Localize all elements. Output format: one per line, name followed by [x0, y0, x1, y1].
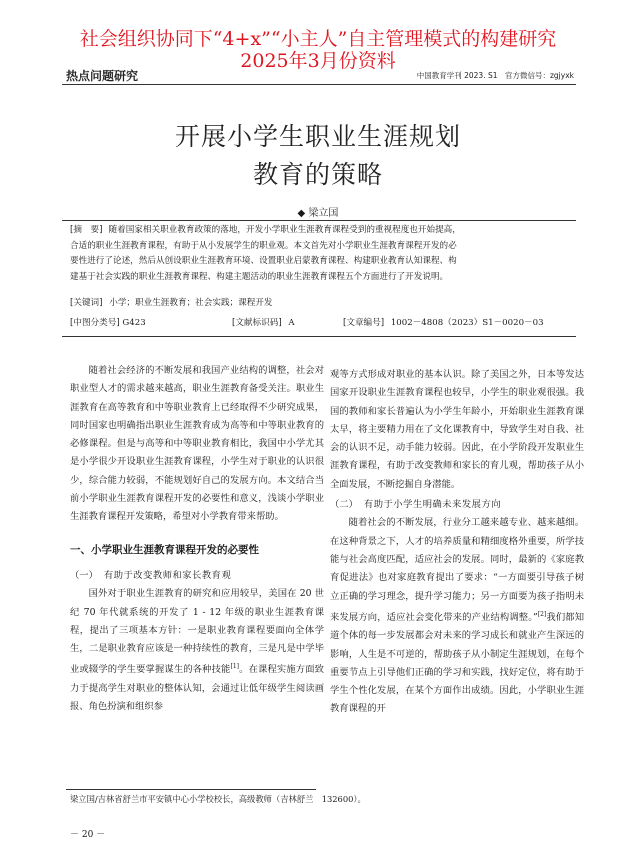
article-number: [343, 316, 544, 328]
keywords: [70, 296, 273, 308]
subsection-title: 有助于小学生明确未来发展方向: [363, 499, 502, 511]
paragraph: [330, 514, 584, 718]
subsection-number: （一）: [70, 569, 98, 581]
paragraph: [70, 585, 324, 716]
article-title-line-1: 开展小学生职业生涯规划: [174, 122, 461, 151]
subsection-heading: [330, 496, 584, 514]
abstract-top-rule: [62, 220, 576, 221]
clc-value: G423: [122, 318, 146, 328]
paragraph: 随着社会经济的不断发展和我国产业结构的调整，社会对职业型人才的需求越来越高，职业生涯教育备受关注。职业生涯教育在高等教育和中等职业教育上已经取得不少研究成果，同时国家也明确指出职业生涯教育成为高等和中等职业教育的必修课程。但是与高等和中等职业教育相比，我国中小学尤其是小学很少开设职业生涯教育课程，小学生对于职业的认识很少，综合能力较弱，不能规划好自己的发展方向。本文结合当前小学职业生涯教育课程开发的必要性和意义，浅谈小学职业生涯教育课程开发策略，希望对小学教育带来帮助。: [70, 365, 324, 523]
abstract-bottom-rule: [62, 336, 576, 337]
paragraph-text: 我们都知道个体的每一步发展都会对未来的学习成长和就业产生深远的影响，人生是不可逆的，帮助孩子从小制定生涯规划，在每个重要节点上引导他们正确的学习和实践，找好定位，将有助于学生个性化发展，在某个方面作出成绩。因此，小学职业生涯教育课程的开: [330, 611, 584, 715]
abstract: [70, 223, 570, 285]
header-rule: [62, 84, 576, 85]
section-header: 热点问题研究: [66, 69, 139, 83]
author-line: [0, 204, 636, 219]
articleno-value: 1002－4808（2023）S1－0020－03: [390, 318, 544, 328]
keywords-label: [关键词]: [70, 298, 103, 308]
document-code: [232, 316, 295, 328]
right-column: [330, 366, 584, 719]
citation: [2]: [537, 610, 547, 618]
subsection-title: 有助于改变教师和家长教育观: [103, 569, 232, 581]
author-footnote: 梁立国/吉林省舒兰市平安镇中心小学校校长，高级教师（吉林舒兰 132600）。: [70, 794, 366, 804]
author-name: 梁立国: [308, 208, 339, 219]
page-number: － 20 －: [70, 830, 106, 840]
author-bullet-icon: ◆: [297, 208, 306, 219]
abstract-line: 随着国家相关职业教育政策的落地，开发小学职业生涯教育课程受到的重视程度也开始提高，: [108, 225, 461, 235]
footnote-rule: [66, 789, 316, 790]
abstract-label: [摘 要]: [70, 225, 103, 235]
subsection-heading: [70, 567, 324, 585]
clc-label: [中图分类号]: [70, 318, 120, 328]
subsection-number: （二）: [330, 499, 358, 511]
clc-code: [70, 316, 146, 328]
abstract-line: 要性进行了论述，然后从创设职业生涯教育环境、设置职业启蒙教育课程、构建职业教育认知课程、构: [70, 256, 457, 266]
watermark-banner: [0, 28, 636, 72]
articleno-label: [文章编号]: [343, 318, 385, 328]
banner-line-1: 社会组织协同下“4+x”“小主人”自主管理模式的构建研究: [79, 28, 557, 50]
left-column: [70, 362, 324, 716]
paragraph-text: 随着社会的不断发展，行业分工越来越专业、越来越细。在这种背景之下，人才的培养质量和精细度格外重要，所学技能与社会高度匹配，适应社会的发展。同时，最新的《家庭教育促进法》也对家庭教育提出了要求：“一方面要引导孩子树立正确的学习理念，提升学习能力；另一方面要为孩子指明未来发展方向，适应社会变化带来的产业结构调整。”: [330, 517, 584, 623]
banner-line-2: 2025年3月份资料: [240, 50, 396, 72]
article-title-line-2: 教育的策略: [252, 160, 383, 189]
doccode-label: [文献标识码]: [232, 318, 282, 328]
paragraph: 观等方式形成对职业的基本认识。除了美国之外，日本等发达国家开设职业生涯教育课程也较早，小学生的职业观很强。我国的教师和家长普遍认为小学生年龄小，开始职业生涯教育课太早，将主要精力用在了文化课教育中，导致学生对自我、社会的认识不足，动手能力较弱。因此，在小学阶段开发职业生涯教育课程，有助于改变教师和家长的育儿观，帮助孩子从小全面发展，不断挖掘自身潜能。: [330, 369, 584, 490]
abstract-line: 合适的职业生涯教育课程，有助于从小发展学生的职业观。本文首先对小学职业生涯教育课程开发的必: [70, 240, 457, 251]
abstract-line: 建基于社会实践的职业生涯教育课程、构建主题活动的职业生涯教育课程五个方面进行了开发说明。: [70, 271, 449, 282]
citation: [1]: [230, 663, 239, 671]
section-heading: 一、小学职业生涯教育课程开发的必要性: [70, 543, 259, 556]
journal-header: 中国教育学刊 2023. S1 官方微信号：zgjyxk: [416, 71, 574, 80]
paragraph-text: 。在课程实施方面致力于提高学生对职业的整体认知，会通过让低年级学生阅读画报、角色扮演和组织参: [70, 664, 324, 713]
keywords-value: 小学；职业生涯教育；社会实践；课程开发: [109, 298, 273, 308]
paragraph-text: 国外对于职业生涯教育的研究和应用较早，美国在 20 世纪 70 年代就系统的开发了 1 - 12 年级的职业生涯教育课程，提出了三项基本方针：一是职业教育课程要面向全体学生，二是职业教育应该是一种持续性的教育，三是凡是中学毕业或辍学的学生要掌握谋生的各种技能: [70, 588, 324, 676]
doccode-value: A: [288, 318, 295, 328]
